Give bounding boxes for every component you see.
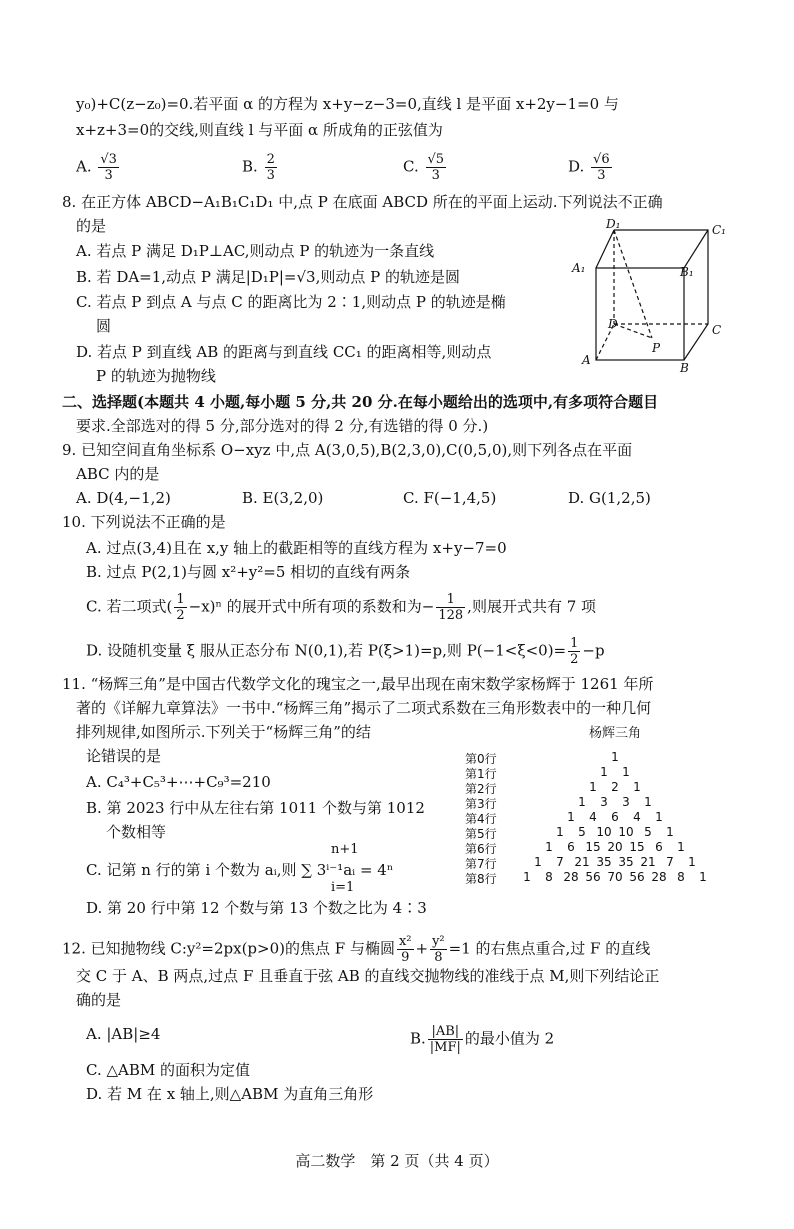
section-2-heading-line-1: 二、选择题(本题共 4 小题,每小题 5 分,共 20 分.在每小题给出的选项中,有多项符合题目 <box>62 393 659 411</box>
yanghui-row-label: 第4行 <box>465 812 497 826</box>
q8-option-b: B. 若 DA=1,动点 P 满足|D₁P|=√3,则动点 P 的轨迹是圆 <box>76 268 461 286</box>
sum-upper-limit: n+1 <box>331 842 359 857</box>
yanghui-number: 15 <box>629 840 645 854</box>
q11-option-c: C. 记第 n 行的第 i 个数为 aᵢ,则 ∑ 3ⁱ⁻¹aᵢ = 4ⁿ <box>86 861 394 879</box>
q9-option-b: B. E(3,2,0) <box>242 489 324 507</box>
yanghui-row <box>465 825 765 839</box>
yanghui-number: 1 <box>655 810 663 824</box>
q12-option-a: A. |AB|≥4 <box>86 1025 161 1043</box>
q7-option-d: D. $\frac{√6}{3}$ <box>568 152 610 183</box>
q11-stem-line-3: 排列规律,如图所示.下列关于“杨辉三角”的结 <box>76 723 371 741</box>
yanghui-number: 4 <box>633 810 641 824</box>
q7-option-b: B. $\frac{2}{3}$ <box>242 152 275 183</box>
yanghui-row-label: 第7行 <box>465 857 497 871</box>
q10-stem: 10. 下列说法不正确的是 <box>62 513 226 531</box>
q11-option-d: D. 第 20 行中第 12 个数与第 13 个数之比为 4∶3 <box>86 899 427 917</box>
yanghui-number: 1 <box>589 780 597 794</box>
yanghui-row <box>465 855 765 869</box>
yanghui-row <box>465 750 765 764</box>
yanghui-row-label: 第2行 <box>465 782 497 796</box>
q10-option-b: B. 过点 P(2,1)与圆 x²+y²=5 相切的直线有两条 <box>86 563 411 581</box>
yanghui-row <box>465 795 765 809</box>
yanghui-row-label: 第5行 <box>465 827 497 841</box>
yanghui-number: 35 <box>618 855 634 869</box>
q12-stem-line-3: 确的是 <box>76 991 122 1009</box>
yanghui-number: 28 <box>563 870 579 884</box>
q10-option-a: A. 过点(3,4)且在 x,y 轴上的截距相等的直线方程为 x+y−7=0 <box>86 539 507 557</box>
yanghui-row <box>465 765 765 779</box>
yanghui-row-label: 第6行 <box>465 842 497 856</box>
q8-stem-line-2: 的是 <box>76 217 107 235</box>
q7-option-c: C. $\frac{√5}{3}$ <box>403 152 445 183</box>
yanghui-number: 56 <box>629 870 645 884</box>
yanghui-row <box>465 870 765 884</box>
q11-stem-line-4: 论错误的是 <box>86 747 162 765</box>
q11-stem-line-1: 11. “杨辉三角”是中国古代数学文化的瑰宝之一,最早出现在南宋数学家杨辉于 1261 年所 <box>62 675 654 693</box>
yanghui-number: 6 <box>611 810 619 824</box>
q9-option-c: C. F(−1,4,5) <box>403 489 497 507</box>
q9-stem-line-2: ABC 内的是 <box>76 465 160 483</box>
q10-option-c: C. 若二项式( $\frac{1}{2}$ −x)ⁿ 的展开式中所有项的系数和为− $\frac{1}{128}$ ,则展开式共有 7 项 <box>86 592 597 623</box>
yanghui-number: 56 <box>585 870 601 884</box>
q8-option-c-line-1: C. 若点 P 到点 A 与点 C 的距离比为 2∶1,则动点 P 的轨迹是椭 <box>76 293 506 311</box>
q8-option-d-line-2: P 的轨迹为抛物线 <box>96 367 216 385</box>
yanghui-row-label: 第8行 <box>465 872 497 886</box>
yanghui-number: 1 <box>644 795 652 809</box>
yanghui-number: 6 <box>655 840 663 854</box>
yanghui-row-label: 第1行 <box>465 767 497 781</box>
yanghui-number: 1 <box>534 855 542 869</box>
q7-stem-line-2: x+z+3=0的交线,则直线 l 与平面 α 所成角的正弦值为 <box>76 121 443 139</box>
q8-option-c-line-2: 圆 <box>96 317 112 335</box>
yanghui-number: 21 <box>640 855 656 869</box>
yanghui-number: 21 <box>574 855 590 869</box>
yanghui-number: 1 <box>688 855 696 869</box>
yanghui-row-label: 第3行 <box>465 797 497 811</box>
yanghui-number: 20 <box>607 840 623 854</box>
yanghui-number: 6 <box>567 840 575 854</box>
yanghui-title: 杨辉三角 <box>589 726 642 741</box>
sum-lower-limit: i=1 <box>331 880 355 895</box>
yanghui-number: 1 <box>666 825 674 839</box>
yanghui-number: 1 <box>567 810 575 824</box>
label-P: P <box>652 341 661 355</box>
yanghui-row <box>465 810 765 824</box>
yanghui-number: 1 <box>677 840 685 854</box>
yanghui-number: 70 <box>607 870 623 884</box>
yanghui-number: 5 <box>578 825 586 839</box>
yanghui-number: 3 <box>622 795 630 809</box>
yanghui-number: 7 <box>666 855 674 869</box>
yanghui-number: 8 <box>677 870 685 884</box>
yanghui-number: 28 <box>651 870 667 884</box>
yanghui-number: 10 <box>596 825 612 839</box>
section-2-heading-line-2: 要求.全部选对的得 5 分,部分选对的得 2 分,有选错的得 0 分.) <box>76 417 489 435</box>
q11-stem-line-2: 著的《详解九章算法》一书中.“杨辉三角”揭示了二项式系数在三角形数表中的一种几何 <box>76 699 652 717</box>
label-C1: C₁ <box>712 223 726 237</box>
cube-figure <box>566 214 742 374</box>
yanghui-number: 1 <box>578 795 586 809</box>
q7-option-a: A. $\frac{√3}{3}$ <box>76 152 117 183</box>
yanghui-number: 7 <box>556 855 564 869</box>
label-D1: D₁ <box>606 217 621 231</box>
q11-option-b-line-2: 个数相等 <box>106 823 167 841</box>
q10-option-d: D. 设随机变量 ξ 服从正态分布 N(0,1),若 P(ξ>1)=p,则 P(−1<ξ<0)= $\frac{1}{2}$ −p <box>86 636 605 667</box>
q8-option-d-line-1: D. 若点 P 到直线 AB 的距离与到直线 CC₁ 的距离相等,则动点 <box>76 343 492 361</box>
yanghui-number: 1 <box>556 825 564 839</box>
yanghui-number: 35 <box>596 855 612 869</box>
q12-option-c: C. △ABM 的面积为定值 <box>86 1061 250 1079</box>
label-B: B <box>680 361 689 374</box>
yanghui-number: 4 <box>589 810 597 824</box>
yanghui-number: 5 <box>644 825 652 839</box>
q7-stem-line-1: y₀)+C(z−z₀)=0.若平面 α 的方程为 x+y−z−3=0,直线 l 是平面 x+2y−1=0 与 <box>76 95 619 113</box>
label-A1: A₁ <box>572 261 586 275</box>
label-B1: B₁ <box>680 265 694 279</box>
q8-option-a: A. 若点 P 满足 D₁P⊥AC,则动点 P 的轨迹为一条直线 <box>76 242 435 260</box>
yanghui-number: 1 <box>545 840 553 854</box>
yanghui-number: 1 <box>699 870 707 884</box>
page-footer: 高二数学 第 2 页（共 4 页） <box>295 1152 499 1170</box>
yanghui-number: 8 <box>545 870 553 884</box>
q12-option-b: B. $\frac{|AB|}{|MF|}$ 的最小值为 2 <box>410 1024 555 1055</box>
q12-stem-line-1: 12. 已知抛物线 C:y²=2px(p>0)的焦点 F 与椭圆 $\frac{\text{x²}}{9}$ + $\frac{\text{y²}}{8}$ =1 的右焦点重合,过 F 的直线 <box>62 934 651 965</box>
q11-option-a: A. C₄³+C₅³+⋯+C₉³=210 <box>86 773 271 791</box>
yanghui-row-label: 第0行 <box>465 752 497 766</box>
q9-option-d: D. G(1,2,5) <box>568 489 651 507</box>
q9-stem-line-1: 9. 已知空间直角坐标系 O−xyz 中,点 A(3,0,5),B(2,3,0),C(0,5,0),则下列各点在平面 <box>62 441 633 459</box>
yanghui-row <box>465 780 765 794</box>
label-C: C <box>712 323 722 337</box>
label-A: A <box>582 353 591 367</box>
yanghui-number: 1 <box>633 780 641 794</box>
yanghui-number: 1 <box>600 765 608 779</box>
yanghui-number: 15 <box>585 840 601 854</box>
q12-stem-line-2: 交 C 于 A、B 两点,过点 F 且垂直于弦 AB 的直线交抛物线的准线于点 M,则下列结论正 <box>76 967 660 985</box>
q11-option-b-line-1: B. 第 2023 行中从左往右第 1011 个数与第 1012 <box>86 799 425 817</box>
q12-option-d: D. 若 M 在 x 轴上,则△ABM 为直角三角形 <box>86 1085 374 1103</box>
yanghui-number: 1 <box>523 870 531 884</box>
yanghui-number: 3 <box>600 795 608 809</box>
yanghui-number: 1 <box>611 750 619 764</box>
yanghui-triangle-figure <box>465 726 765 890</box>
yanghui-row <box>465 840 765 854</box>
q9-option-a: A. D(4,−1,2) <box>76 489 171 507</box>
yanghui-number: 10 <box>618 825 634 839</box>
yanghui-number: 1 <box>622 765 630 779</box>
label-D: D <box>608 317 618 331</box>
yanghui-number: 2 <box>611 780 619 794</box>
q8-stem-line-1: 8. 在正方体 ABCD−A₁B₁C₁D₁ 中,点 P 在底面 ABCD 所在的平面上运动.下列说法不正确 <box>62 193 663 211</box>
